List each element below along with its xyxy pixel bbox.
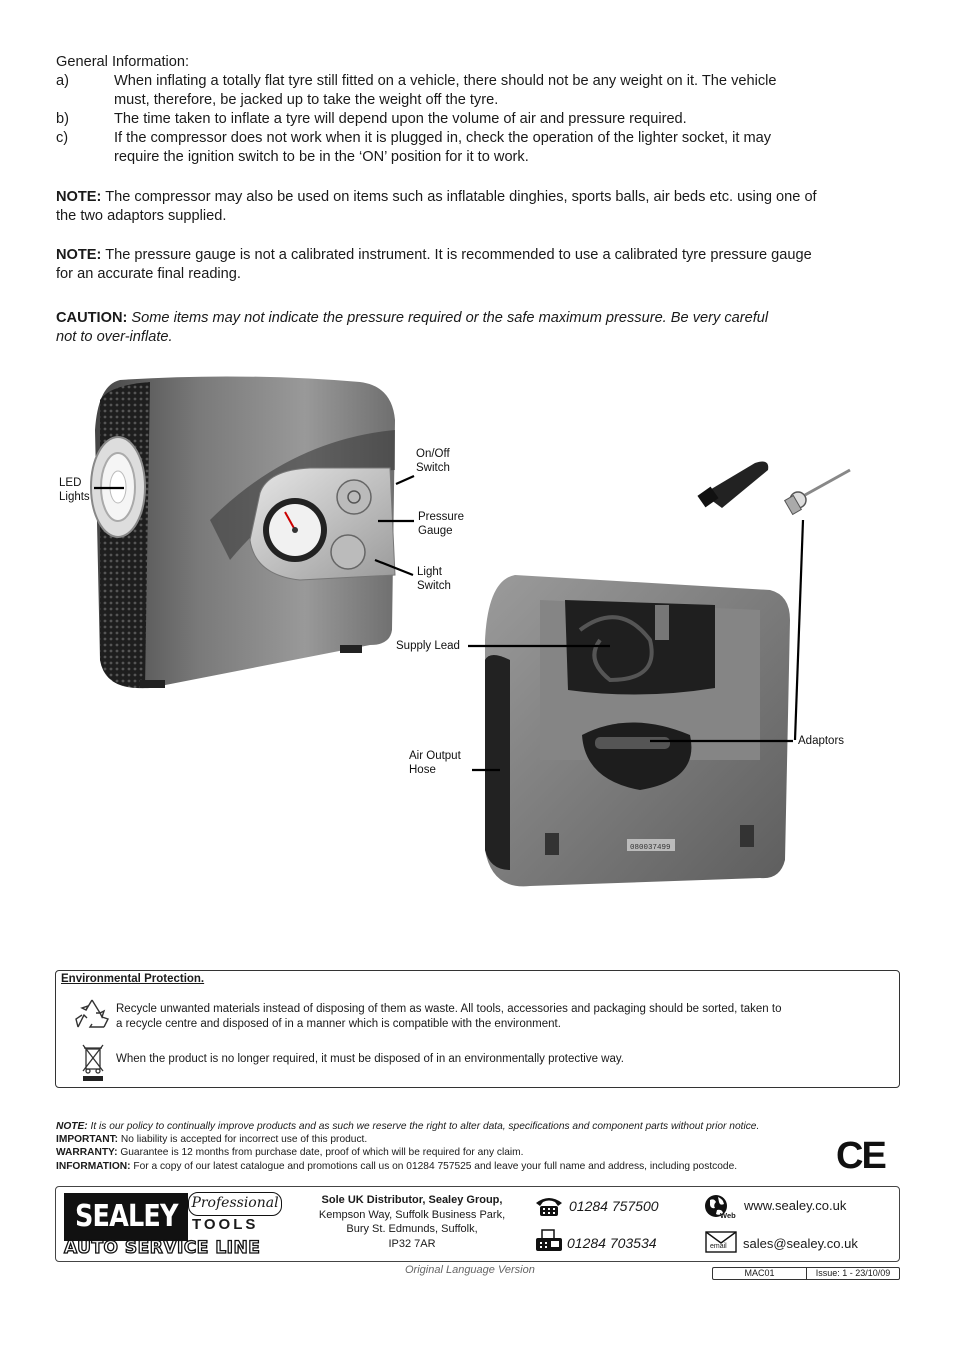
environmental-protection-box (55, 970, 900, 1088)
fineprint-information (56, 1160, 846, 1173)
note-keyword: NOTE: (56, 247, 102, 263)
callout-text: Gauge (418, 525, 453, 537)
callout-text: On/Off (416, 448, 450, 460)
fineprint-keyword: IMPORTANT: (56, 1134, 119, 1145)
callout-on-off-switch (416, 447, 450, 475)
callout-text: Hose (409, 764, 436, 776)
distributor-name: Sole UK Distributor, Sealey Group, (321, 1194, 503, 1206)
disposal-text: When the product is no longer required, it must be disposed of in an environmentally protective way. (116, 1053, 624, 1065)
recycle-icon (74, 997, 110, 1033)
info-item-label: b) (56, 111, 69, 127)
info-item-b (56, 110, 896, 129)
info-item-line: The time taken to inflate a tyre will depend upon the volume of air and pressure required. (114, 111, 687, 127)
info-item-a (56, 72, 896, 110)
footer-box (55, 1186, 900, 1262)
serial-label: 080037499 (630, 844, 671, 852)
logo-professional: Professional (188, 1192, 282, 1216)
caution-text: Some items may not indicate the pressure required or the safe maximum pressure. Be very careful (127, 310, 769, 326)
callout-text: Air Output (409, 750, 461, 762)
issue-box (712, 1267, 900, 1280)
note-keyword: NOTE: (56, 189, 102, 205)
web-icon-label: Web (720, 1211, 736, 1220)
fineprint-keyword: INFORMATION: (56, 1161, 131, 1172)
note-text: The compressor may also be used on items such as inflatable dinghies, sports balls, air beds etc. using one of (101, 189, 817, 205)
recycle-text-line: Recycle unwanted materials instead of disposing of them as waste. All tools, accessories and packaging should be sorted, taken to (116, 1003, 782, 1015)
weee-bin-icon (80, 1041, 106, 1083)
info-item-label: c) (56, 130, 69, 146)
info-item-label: a) (56, 73, 69, 89)
callout-text: Switch (417, 580, 451, 592)
compressor-back-view (485, 575, 790, 886)
phone-number[interactable]: 01284 757500 (569, 1198, 659, 1214)
email-link[interactable]: sales@sealey.co.uk (743, 1236, 858, 1251)
model-number: MAC01 (713, 1268, 807, 1279)
info-item-line: If the compressor does not work when it is plugged in, check the operation of the lighter socket, it may (114, 130, 772, 146)
fax-icon (534, 1229, 564, 1253)
fineprint-note (56, 1120, 846, 1133)
leader-on-off-switch (396, 476, 414, 484)
telephone-icon (534, 1195, 564, 1217)
address-line: Kempson Way, Suffolk Business Park, (318, 1208, 506, 1221)
fax-number[interactable]: 01284 703534 (567, 1235, 657, 1251)
callout-text: Pressure (418, 511, 465, 523)
info-item-line: When inflating a totally flat tyre still fitted on a vehicle, there should not be any weight on it. The vehicle (114, 73, 777, 89)
callout-pressure-gauge (418, 510, 464, 538)
callout-text: Light (417, 566, 442, 578)
general-information-title: General Information: (56, 54, 190, 70)
address-line: Bury St. Edmunds, Suffolk, (346, 1223, 478, 1235)
sealey-logo (64, 1193, 188, 1241)
caution-keyword: CAUTION: (56, 310, 128, 326)
fineprint-keyword: WARRANTY: (56, 1147, 118, 1158)
callout-light-switch (417, 565, 451, 593)
callout-text: Lights (59, 491, 90, 503)
fineprint-text: It is our policy to continually improve products and as such we reserve the right to alter data, specifications and component parts without prior notice. (87, 1121, 760, 1132)
compressor-front-view (91, 376, 395, 688)
callout-led-lights (59, 476, 90, 504)
fineprint-keyword: NOTE: (56, 1121, 88, 1132)
adaptors-image (697, 462, 850, 515)
ce-mark: CE (836, 1135, 885, 1177)
original-language-version: Original Language Version (405, 1264, 535, 1276)
callout-air-output-hose (409, 749, 461, 777)
fineprint-text: No liability is accepted for incorrect use of this product. (118, 1134, 368, 1145)
info-item-line: require the ignition switch to be in the ‘ON’ position for it to work. (114, 149, 529, 165)
callout-supply-lead: Supply Lead (396, 640, 460, 652)
logo-brand: SEALEY (75, 1199, 178, 1234)
distributor-address (301, 1193, 523, 1251)
callout-adaptors: Adaptors (798, 735, 845, 747)
fineprint-important (56, 1133, 846, 1146)
callout-text: Switch (416, 462, 450, 474)
caution-paragraph (56, 309, 856, 347)
environmental-title: Environmental Protection. (61, 973, 205, 985)
leader-adaptors-vertical (795, 520, 803, 740)
fineprint-text: Guarantee is 12 months from purchase date, proof of which will be required for any claim. (117, 1147, 524, 1158)
logo-tools: TOOLS (192, 1216, 259, 1233)
website-link[interactable]: www.sealey.co.uk (744, 1198, 847, 1213)
logo-auto-service-line: AUTO SERVICE LINE (64, 1238, 261, 1258)
note-gauge (56, 246, 901, 284)
callout-text: LED (59, 477, 82, 489)
note-text: The pressure gauge is not a calibrated instrument. It is recommended to use a calibrated tyre pressure gauge (101, 247, 812, 263)
recycle-text (116, 1002, 876, 1032)
recycle-text-line: a recycle centre and disposed of in a manner which is compatible with the environment. (116, 1018, 561, 1030)
fineprint-warranty (56, 1146, 846, 1159)
fineprint-text: For a copy of our latest catalogue and promotions call us on 01284 757525 and leave your full name and address, including postcode. (130, 1161, 738, 1172)
info-item-line: must, therefore, be jacked up to take the weight off the tyre. (114, 92, 499, 108)
info-item-c (56, 129, 896, 167)
note-text: for an accurate final reading. (56, 266, 241, 282)
email-icon-label: email (710, 1243, 727, 1250)
note-adaptors (56, 188, 901, 226)
issue-date: Issue: 1 - 23/10/09 (815, 1268, 891, 1278)
product-figure (0, 360, 954, 900)
caution-text: not to over-inflate. (56, 329, 173, 345)
address-line: IP32 7AR (388, 1237, 436, 1250)
note-text: the two adaptors supplied. (56, 208, 227, 224)
